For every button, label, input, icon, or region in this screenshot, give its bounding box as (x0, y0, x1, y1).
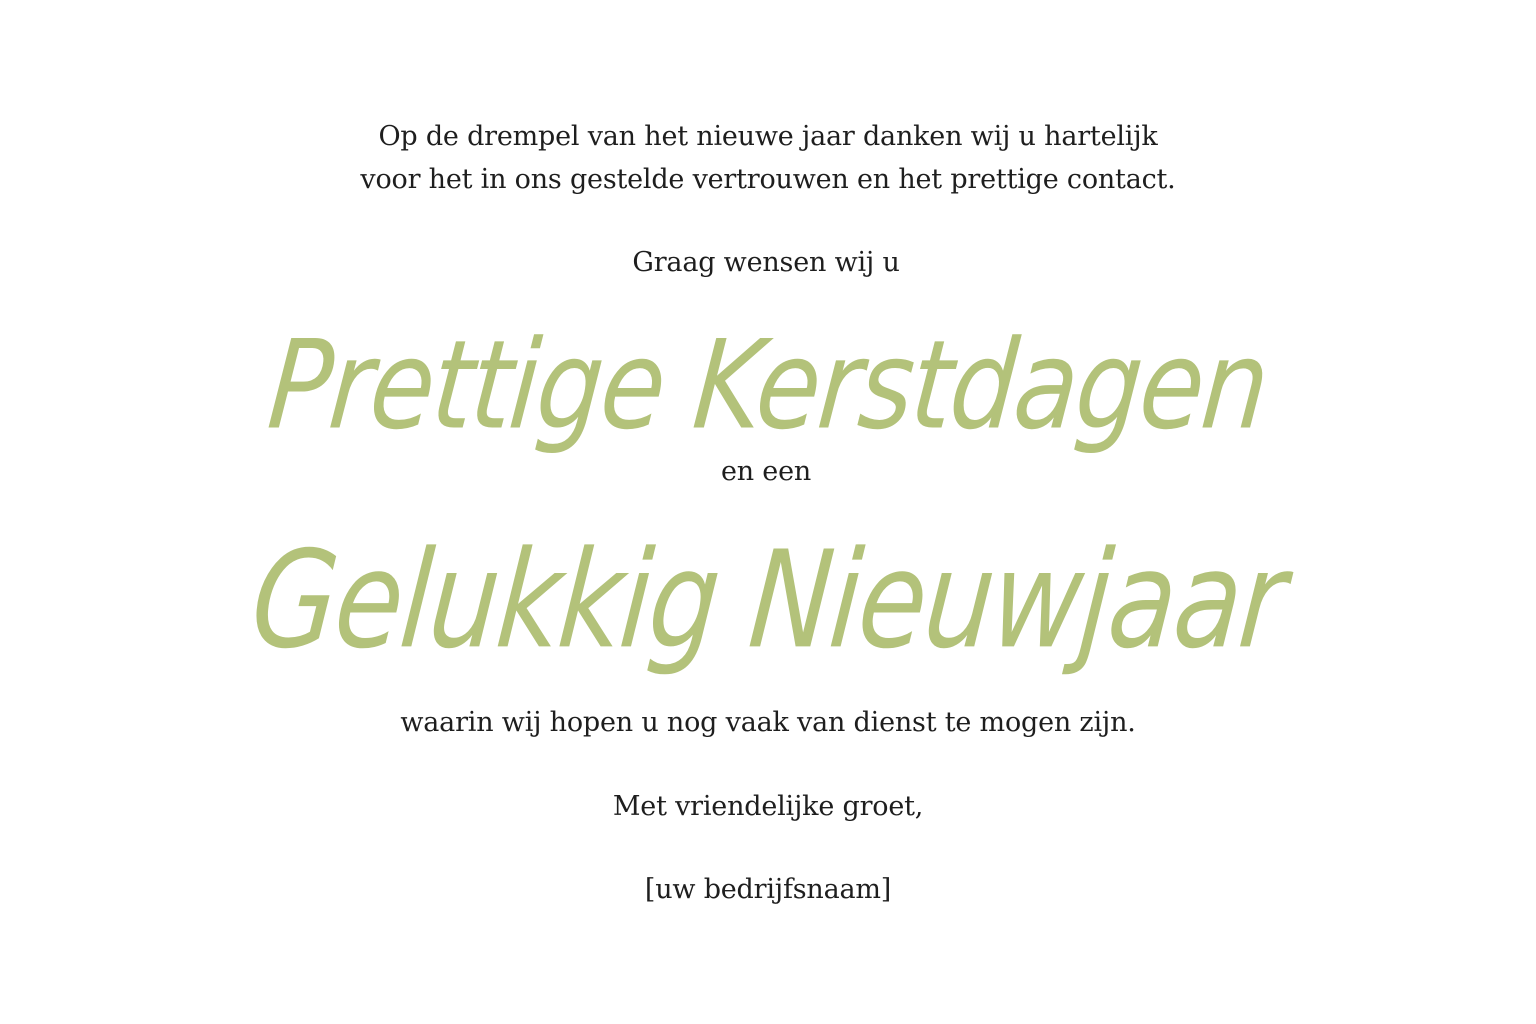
intro-line-1: Op de drempel van het nieuwe jaar danken wij u hartelijk (378, 121, 1158, 152)
greeting-christmas: Prettige Kerstdagen (263, 313, 1273, 457)
company-placeholder: [uw bedrijfsnaam] (644, 874, 892, 905)
connector-text: en een (720, 456, 812, 487)
wish-intro: Graag wensen wij u (632, 247, 900, 278)
salutation: Met vriendelijke groet, (612, 791, 924, 822)
greeting-new-year: Gelukkig Nieuwjaar (245, 521, 1291, 679)
closing-line: waarin wij hopen u nog vaak van dienst te mogen zijn. (400, 707, 1136, 738)
intro-line-2: voor het in ons gestelde vertrouwen en het prettige contact. (360, 164, 1176, 195)
